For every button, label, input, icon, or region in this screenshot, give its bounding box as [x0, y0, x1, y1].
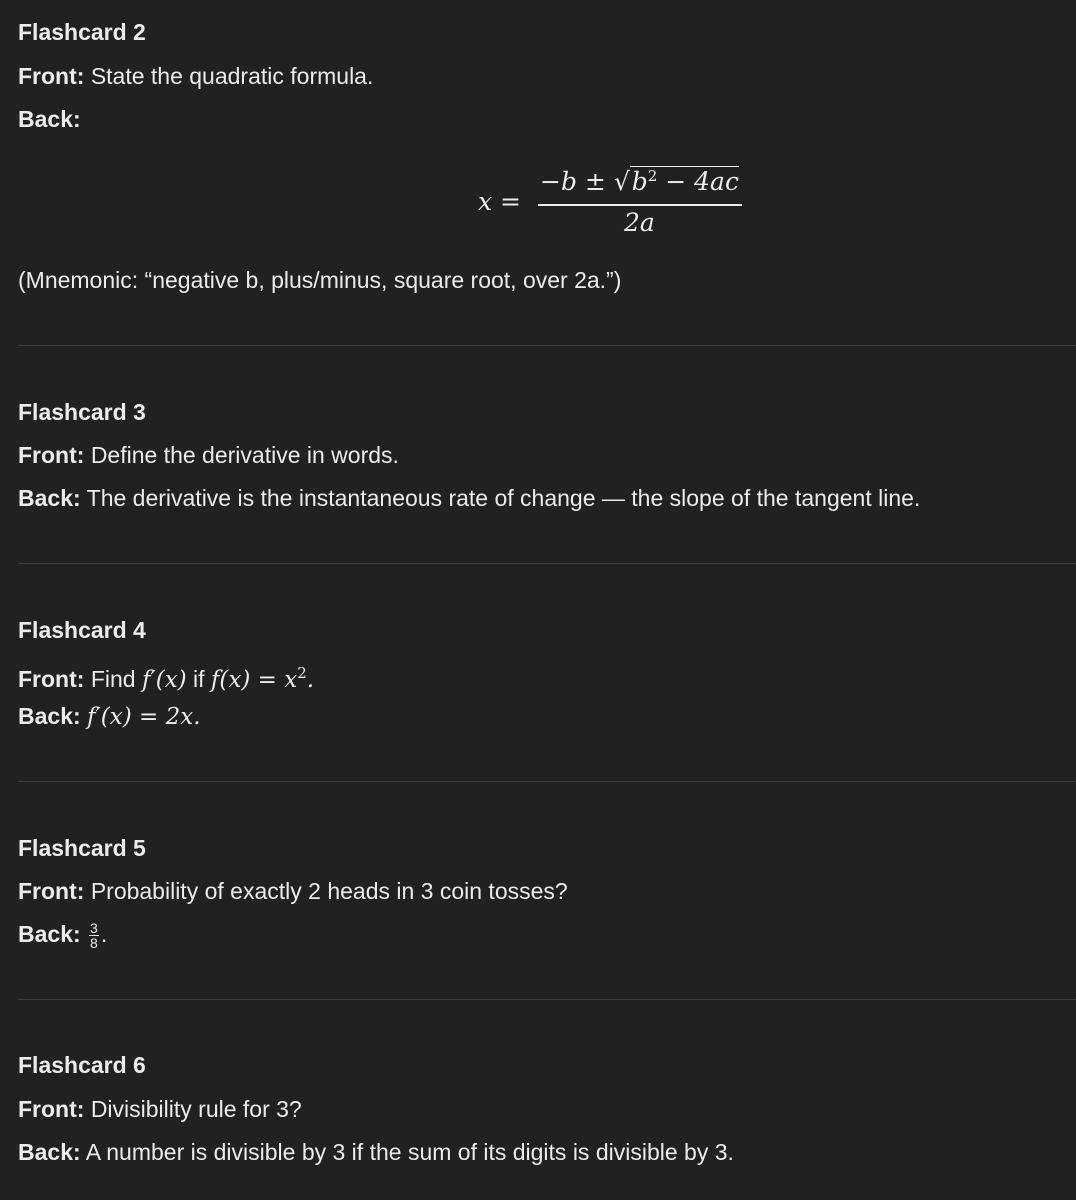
back-label: Back:: [18, 1139, 81, 1165]
front-label: Front:: [18, 878, 85, 904]
flashcard-3-front: [18, 440, 399, 470]
back-fraction: [89, 921, 99, 950]
flashcard-2-mnemonic: (Mnemonic: “negative b, plus/minus, square root, over 2a.”): [18, 267, 622, 293]
front-if: if: [193, 666, 205, 692]
flashcard-6-back: [18, 1137, 734, 1167]
radicand-rest: − 4ac: [657, 167, 739, 196]
front-label: Front:: [18, 442, 85, 468]
back-end: .: [100, 921, 108, 947]
front-text: State the quadratic formula.: [90, 63, 374, 89]
flashcard-3-heading: Flashcard 3: [18, 399, 146, 425]
radicand-base: b: [631, 167, 648, 196]
front-label: Front:: [18, 666, 85, 692]
radical-sign: √: [613, 167, 630, 196]
formula-numerator: [540, 166, 739, 196]
front-math-derivative: f′(x): [141, 667, 187, 693]
fraction-numerator: 3: [90, 920, 98, 937]
flashcard-4-front: [18, 658, 314, 695]
flashcard-5-back: [18, 919, 107, 950]
flashcard-5-heading: Flashcard 5: [18, 835, 146, 861]
radicand: [630, 166, 739, 196]
flashcard-2-heading: Flashcard 2: [18, 19, 146, 45]
formula-denominator: 2a: [624, 208, 655, 237]
front-text: Divisibility rule for 3?: [90, 1096, 302, 1122]
divider: [18, 999, 1076, 1000]
flashcard-2-back-label: Back:: [18, 106, 81, 132]
back-text: The derivative is the instantaneous rate of change — the slope of the tangent line.: [86, 485, 921, 511]
back-label: Back:: [18, 703, 81, 729]
flashcard-2-front: [18, 61, 373, 91]
fraction-bar: [538, 204, 742, 206]
flashcard-4-back: [18, 701, 201, 732]
divider: [18, 781, 1076, 782]
function-exponent: 2: [297, 664, 307, 682]
flashcard-6-heading: Flashcard 6: [18, 1052, 146, 1078]
front-text: Probability of exactly 2 heads in 3 coin tosses?: [90, 878, 568, 904]
back-label: Back:: [18, 921, 81, 947]
front-label: Front:: [18, 63, 85, 89]
numerator-prefix: −b ±: [540, 167, 606, 196]
back-text: A number is divisible by 3 if the sum of its digits is divisible by 3.: [85, 1139, 734, 1165]
front-math-function: [210, 664, 315, 693]
front-find: Find: [90, 666, 136, 692]
divider: [18, 563, 1076, 564]
quadratic-formula: [478, 160, 748, 242]
fraction-denominator: 8: [90, 935, 98, 952]
back-math: f′(x) = 2x.: [87, 704, 201, 730]
flashcard-6-front: [18, 1094, 302, 1124]
front-end: .: [306, 667, 315, 693]
front-text: Define the derivative in words.: [90, 442, 399, 468]
square-root: [614, 166, 739, 196]
formula-lhs: x =: [478, 187, 521, 216]
front-label: Front:: [18, 1096, 85, 1122]
back-label: Back:: [18, 485, 81, 511]
divider: [18, 345, 1076, 346]
flashcard-4-heading: Flashcard 4: [18, 617, 146, 643]
function-expr: f(x) = x: [210, 667, 298, 693]
flashcard-3-back: [18, 483, 920, 513]
radicand-exponent: 2: [647, 167, 658, 185]
flashcard-5-front: [18, 876, 568, 906]
